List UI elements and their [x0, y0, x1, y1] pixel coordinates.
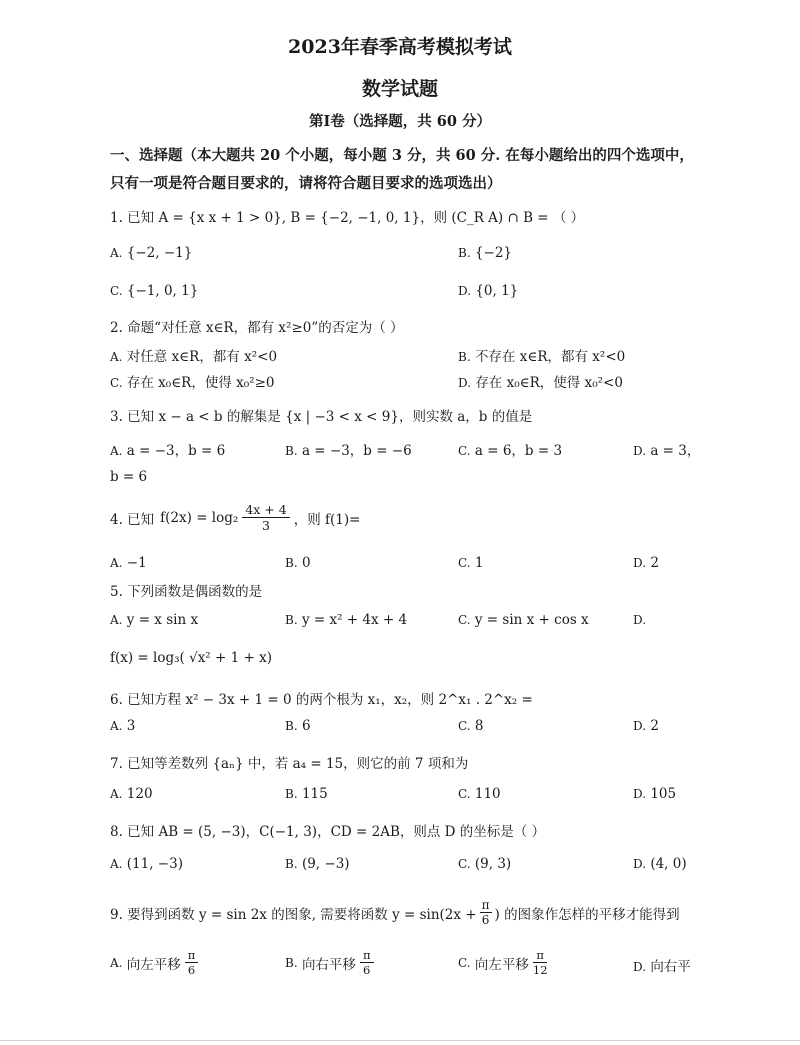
q7-option-c [458, 786, 501, 802]
option-text: 存在 x₀∈R，使得 x₀²≥0 [126, 375, 275, 391]
option-label: D. [633, 613, 647, 627]
option-label: A. [110, 444, 123, 458]
option-text: a = −3，b = 6 [126, 443, 226, 459]
option-text: 2 [650, 718, 659, 734]
exam-title: 2023年春季高考模拟考试 [288, 36, 512, 58]
question-3-stem: 3. 已知 x − a < b 的解集是 {x | −3 < x < 9}，则实数 a，b 的值是 [110, 409, 533, 425]
option-label: C. [458, 787, 471, 801]
question-4-stem [110, 502, 360, 533]
question-2-stem: 2. 命题“对任意 x∈R，都有 x²≥0”的否定为（ ） [110, 320, 404, 336]
q8-option-a [110, 856, 183, 872]
q7-option-b [285, 786, 328, 802]
option-text: 对任意 x∈R，都有 x²<0 [126, 349, 278, 365]
stem-suffix: ) 的图象作怎样的平移才能得到 [494, 906, 680, 923]
stem-suffix: ，则 f(1)= [293, 511, 361, 528]
option-text: {−2, −1} [126, 245, 193, 261]
q9-option-c [458, 948, 548, 977]
option-text: 向右平移 [301, 956, 356, 973]
option-label: D. [633, 787, 647, 801]
q1-option-b [458, 245, 512, 261]
option-label: D. [633, 857, 647, 871]
q4-option-c [458, 555, 483, 571]
q8-option-b [285, 856, 350, 872]
option-text: {0, 1} [475, 283, 519, 299]
option-label: A. [110, 613, 123, 627]
option-label: B. [285, 613, 298, 627]
question-9-stem [110, 898, 680, 927]
option-label: D. [633, 556, 647, 570]
option-label: B. [458, 246, 471, 260]
q3-option-a [110, 439, 225, 459]
q2-option-b [458, 345, 625, 365]
fraction [242, 502, 289, 533]
q4-option-d [633, 555, 659, 571]
fraction-denominator: 6 [481, 913, 490, 927]
option-label: A. [110, 787, 123, 801]
q5-option-d-continued: f(x) = log₃( √x² + 1 + x) [110, 650, 272, 666]
option-label: A. [110, 719, 123, 733]
option-text: 存在 x₀∈R，使得 x₀²<0 [475, 375, 623, 391]
option-label: A. [110, 246, 123, 260]
stem-prefix: 4. 已知 [110, 511, 155, 528]
question-7-stem: 7. 已知等差数列 {aₙ} 中，若 a₄ = 15，则它的前 7 项和为 [110, 756, 469, 772]
q3-option-b [285, 439, 412, 459]
option-text: 105 [650, 786, 677, 802]
fraction-denominator: 3 [262, 518, 270, 533]
option-label: C. [458, 444, 471, 458]
option-label: B. [458, 350, 471, 364]
option-label: D. [633, 960, 647, 974]
q8-option-d [633, 856, 687, 872]
q6-option-b [285, 718, 311, 734]
q9-option-a [110, 948, 198, 977]
stem-prefix: 9. 要得到函数 y = sin 2x 的图象, 需要将函数 y = sin(2x + [110, 906, 477, 923]
option-label: B. [285, 556, 298, 570]
q1-option-d [458, 283, 518, 299]
option-text: 2 [650, 555, 659, 571]
option-text: a = 6，b = 3 [474, 443, 563, 459]
q4-option-a [110, 555, 147, 571]
option-text: 120 [126, 786, 153, 802]
fraction-denominator: 6 [363, 963, 371, 977]
fraction-numerator: π [533, 948, 547, 963]
section-instructions-line-2: 只有一项是符合题目要求的，请将符合题目要求的选项选出） [110, 175, 502, 192]
option-text: 向左平移 [474, 956, 529, 973]
q6-option-c [458, 718, 483, 734]
option-label: B. [285, 857, 298, 871]
q2-option-d [458, 371, 623, 391]
option-text: (4, 0) [650, 856, 687, 872]
q1-option-c [110, 283, 198, 299]
fraction-denominator: 12 [532, 963, 548, 977]
q4-option-b [285, 555, 311, 571]
option-text: 8 [474, 718, 484, 734]
option-label: A. [110, 857, 123, 871]
q6-option-a [110, 718, 135, 734]
fraction [533, 948, 548, 977]
option-text: 6 [301, 718, 311, 734]
section-instructions-line-1: 一、选择题（本大题共 20 个小题，每小题 3 分，共 60 分. 在每小题给出的四个选项中， [110, 147, 694, 164]
option-text: 0 [301, 555, 311, 571]
q3-option-c [458, 439, 562, 459]
q3-option-d-continued: b = 6 [110, 469, 148, 485]
fraction-numerator: 4x + 4 [242, 502, 289, 518]
option-label: B. [285, 719, 298, 733]
option-text: {−2} [474, 245, 513, 261]
fraction-numerator: π [360, 948, 374, 963]
option-label: B. [285, 444, 298, 458]
option-text: (9, −3) [301, 856, 350, 872]
fraction-numerator: π [185, 948, 199, 963]
option-label: C. [458, 955, 471, 970]
volume-heading: 第Ⅰ卷（选择题，共 60 分） [308, 113, 492, 130]
q8-option-c [458, 856, 511, 872]
option-text: 1 [474, 555, 484, 571]
option-label: A. [110, 955, 123, 970]
option-text: a = 3， [650, 443, 701, 459]
q2-option-a [110, 345, 277, 365]
q2-option-c [110, 371, 274, 391]
option-text: 115 [301, 786, 328, 802]
q5-option-a [110, 612, 198, 628]
q5-option-d [633, 612, 646, 628]
q7-option-a [110, 786, 153, 802]
option-label: D. [458, 284, 472, 298]
option-text: 110 [474, 786, 501, 802]
fraction [185, 948, 199, 977]
question-6-stem: 6. 已知方程 x² − 3x + 1 = 0 的两个根为 x₁，x₂，则 2^x₁ . 2^x₂ = [110, 692, 533, 708]
q9-option-d [633, 955, 691, 975]
option-text: 向右平 [650, 959, 691, 975]
option-label: C. [458, 719, 471, 733]
q9-option-b [285, 948, 374, 977]
q6-option-d [633, 718, 659, 734]
option-label: C. [458, 857, 471, 871]
option-label: C. [458, 556, 471, 570]
option-label: C. [458, 613, 471, 627]
stem-function: f(2x) = log₂ [160, 509, 239, 526]
q3-option-d [633, 439, 700, 459]
q7-option-d [633, 786, 676, 802]
option-text: y = sin x + cos x [474, 612, 589, 628]
option-text: −1 [126, 555, 147, 571]
option-label: D. [633, 444, 647, 458]
option-label: A. [110, 350, 123, 364]
option-label: D. [633, 719, 647, 733]
question-1-stem: 1. 已知 A = {x x + 1 > 0}, B = {−2, −1, 0, 1}，则 (C_R A) ∩ B = （ ） [110, 210, 585, 226]
option-text: {−1, 0, 1} [126, 283, 199, 299]
fraction [360, 948, 374, 977]
option-label: B. [285, 955, 298, 970]
fraction [480, 898, 492, 927]
option-label: D. [458, 376, 472, 390]
option-label: A. [110, 556, 123, 570]
fraction-numerator: π [481, 898, 490, 912]
option-text: 不存在 x∈R，都有 x²<0 [474, 349, 626, 365]
exam-subject: 数学试题 [361, 78, 438, 100]
option-text: 向左平移 [126, 956, 181, 973]
option-text: y = x sin x [126, 612, 199, 628]
option-label: C. [110, 376, 123, 390]
question-8-stem: 8. 已知 AB = (5, −3)，C(−1, 3)，CD = 2AB，则点 D 的坐标是（ ） [110, 824, 546, 840]
option-label: C. [110, 284, 123, 298]
option-text: 3 [126, 718, 136, 734]
option-text: y = x² + 4x + 4 [301, 612, 408, 628]
question-5-stem: 5. 下列函数是偶函数的是 [110, 584, 263, 600]
q1-option-a [110, 245, 192, 261]
q5-option-b [285, 612, 407, 628]
option-label: B. [285, 787, 298, 801]
option-text: a = −3，b = −6 [301, 443, 412, 459]
option-text: (9, 3) [474, 856, 512, 872]
q5-option-c [458, 612, 589, 628]
fraction-denominator: 6 [187, 963, 196, 977]
page-bottom-divider [0, 1040, 800, 1041]
option-text: (11, −3) [126, 856, 183, 872]
